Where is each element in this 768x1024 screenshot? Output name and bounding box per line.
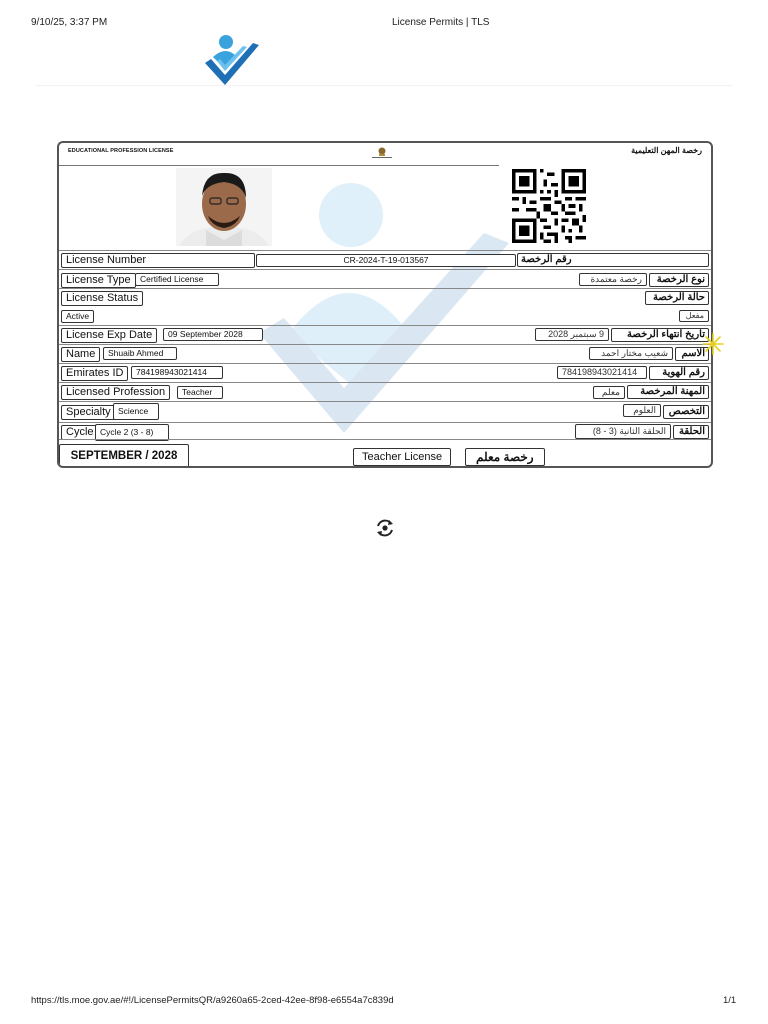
- header-divider: [36, 85, 732, 86]
- print-page-title: License Permits | TLS: [392, 17, 490, 28]
- profession-label: Licensed Profession: [61, 385, 170, 400]
- profession-value: Teacher: [177, 386, 223, 399]
- license-type-value: Certified License: [135, 273, 219, 286]
- emirates-id-label: Emirates ID: [61, 366, 128, 381]
- license-number-value: CR-2024-T-19-013567: [256, 254, 516, 267]
- specialty-value: Science: [113, 403, 159, 420]
- tls-logo-icon: [203, 33, 261, 87]
- qr-code: [507, 169, 591, 243]
- license-status-value-ar: مفعل: [679, 310, 709, 322]
- license-type-label: License Type: [61, 273, 136, 288]
- license-number-label-ar: رقم الرخصة: [517, 253, 709, 267]
- cycle-value-ar: الحلقة الثانية (3 - 8): [575, 424, 671, 439]
- row-license-type: [59, 269, 711, 288]
- license-type-value-ar: رخصة معتمدة: [579, 273, 647, 286]
- name-label-ar: الاسم: [675, 347, 709, 361]
- card-header: [59, 143, 711, 165]
- license-exp-label-ar: تاريخ انتهاء الرخصة: [611, 328, 709, 342]
- specialty-label: Specialty: [61, 405, 116, 420]
- license-status-value: Active: [61, 310, 94, 323]
- license-kind-ar: رخصة معلم: [465, 448, 545, 466]
- profession-value-ar: معلم: [593, 386, 625, 399]
- license-status-label: License Status: [61, 291, 143, 306]
- name-value-ar: شعيب مختار احمد: [589, 347, 673, 360]
- card-footer: [59, 439, 711, 468]
- specialty-label-ar: التخصص: [663, 405, 709, 419]
- license-type-label-ar: نوع الرخصة: [649, 273, 709, 287]
- emirates-id-label-ar: رقم الهوية: [649, 366, 709, 380]
- license-card: [57, 141, 713, 468]
- card-title-ar: رخصة المهن التعليمية: [631, 146, 702, 155]
- cycle-value: Cycle 2 (3 - 8): [95, 424, 169, 441]
- sparkle-icon: [700, 332, 726, 356]
- print-footer-url: https://tls.moe.gov.ae/#!/LicensePermitsQR/a9260a65-2ced-42ee-8f98-e6554a7c839d: [31, 995, 394, 1006]
- emirates-id-value: 784198943021414: [131, 366, 223, 379]
- row-license-exp: [59, 325, 711, 344]
- print-page-number: 1/1: [723, 995, 737, 1006]
- license-kind-en: Teacher License: [353, 448, 451, 466]
- row-license-number: [59, 250, 711, 269]
- row-emirates-id: [59, 363, 711, 382]
- card-title-en: EDUCATIONAL PROFESSION LICENSE: [68, 148, 174, 154]
- month-year-badge: SEPTEMBER / 2028: [59, 444, 189, 468]
- uae-emblem-icon: [370, 146, 394, 160]
- specialty-value-ar: العلوم: [623, 404, 661, 417]
- name-label: Name: [61, 347, 100, 362]
- teacher-photo: [176, 168, 272, 246]
- card-header-divider: [59, 165, 499, 166]
- license-number-label: License Number: [61, 253, 255, 268]
- row-specialty: [59, 401, 711, 422]
- print-datetime: 9/10/25, 3:37 PM: [31, 17, 108, 28]
- refresh-icon[interactable]: [374, 517, 396, 539]
- name-value: Shuaib Ahmed: [103, 347, 177, 360]
- license-exp-value-ar: 9 سبتمبر 2028: [535, 328, 609, 341]
- emirates-id-value-ar: 784198943021414: [557, 366, 647, 379]
- row-name: [59, 344, 711, 363]
- license-exp-label: License Exp Date: [61, 328, 157, 343]
- cycle-label: Cycle: [61, 425, 99, 440]
- row-profession: [59, 382, 711, 401]
- cycle-label-ar: الحلقة: [673, 425, 709, 439]
- row-license-status: [59, 288, 711, 325]
- license-status-label-ar: حالة الرخصة: [645, 291, 709, 305]
- license-exp-value: 09 September 2028: [163, 328, 263, 341]
- profession-label-ar: المهنة المرخصة: [627, 385, 709, 399]
